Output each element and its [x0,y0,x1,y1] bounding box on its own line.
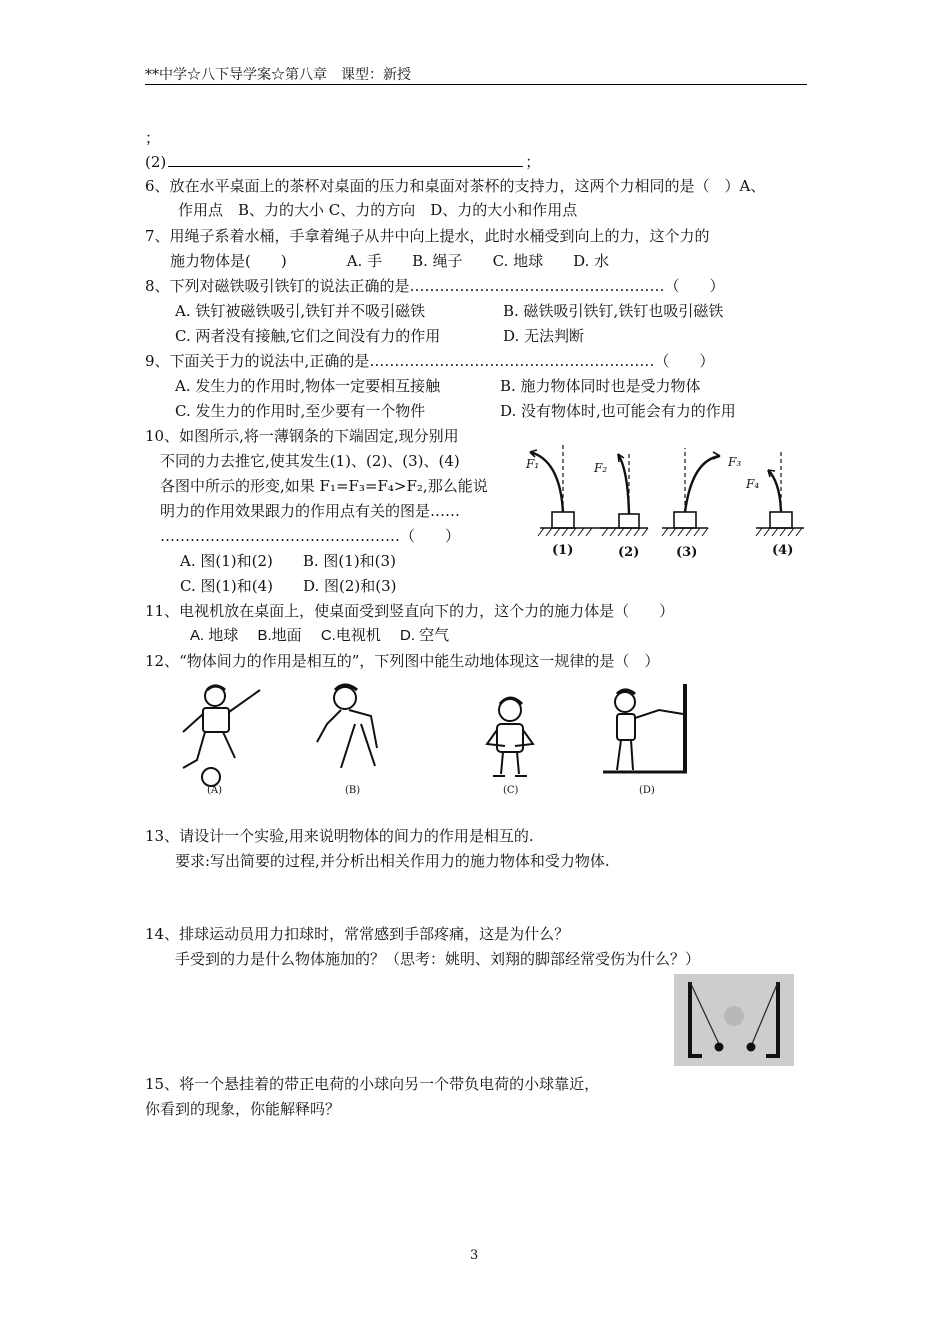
page-header: **中学☆八下导学案☆第八章 课型：新授 [145,67,411,83]
q11-options: A. 地球 B.地面 C.电视机 D. 空气 [190,627,450,644]
q8-option-b: B. 磁铁吸引铁钉,铁钉也吸引磁铁 [503,302,724,320]
force-label-1: F₁ [526,457,540,471]
kicker-figure [183,686,260,786]
q6-line1: 6、放在水平桌面上的茶杯对桌面的压力和桌面对茶杯的支持力，这两个力相同的是（ ）A、 [145,177,766,195]
q9-line1: 9、下面关于力的说法中,正确的是…………………………………………………（ ） [145,352,715,370]
q8-option-d: D. 无法判断 [503,327,585,345]
fig10-caption-1: (1) [552,543,574,558]
force-label-4: F₄ [746,477,760,491]
q10-line3: 各图中所示的形变,如果 F₁=F₃=F₄>F₂,那么能说 [160,477,488,495]
q10-options-cd: C. 图(1)和(4) D. 图(2)和(3) [180,577,397,595]
q9-option-a: A. 发生力的作用时,物体一定要相互接触 [175,377,441,395]
standing-figure [487,698,533,776]
answer-blank[interactable] [168,152,523,167]
q14-line1: 14、排球运动员用力扣球时，常常感到手部疼痛，这是为什么？ [145,925,570,943]
q10-line5: …………………………………………（ ） [160,527,461,545]
fig10-caption-2: (2) [618,545,640,560]
q15-line2: 你看到的现象，你能解释吗？ [145,1100,341,1118]
fig12-caption-b: (B) [345,785,361,796]
blank-label: (2) [145,153,167,171]
q8-line1: 8、下列对磁铁吸引铁钉的说法正确的是……………………………………………（ ） [145,277,725,295]
q11-line1: 11、电视机放在桌面上，使桌面受到竖直向下的力，这个力的施力体是（ ） [145,602,675,620]
fig12-caption-d: (D) [639,785,655,796]
q8-option-a: A. 铁钉被磁铁吸引,铁钉并不吸引磁铁 [175,302,426,320]
blank-tail: ； [525,153,541,171]
interaction-figures [165,680,705,800]
charged-balls-photo [674,974,794,1066]
q9-option-b: B. 施力物体同时也是受力物体 [500,377,701,395]
q9-option-c: C. 发生力的作用时,至少要有一个物件 [175,402,426,420]
q14-line2: 手受到的力是什么物体施加的？（思考：姚明、刘翔的脚部经常受伤为什么？） [175,950,701,968]
fig10-caption-4: (4) [772,543,794,558]
q12-line1: 12、“物体间力的作用是相互的”，下列图中能生动地体现这一规律的是（ ） [145,652,660,670]
force-label-2: F₂ [594,461,608,475]
q6-line2: 作用点 B、力的大小 C、力的方向 D、力的大小和作用点 [178,201,578,219]
q10-line4: 明力的作用效果跟力的作用点有关的图是…… [160,502,461,520]
fig10-caption-3: (3) [676,545,698,560]
wall-pusher-figure [603,684,687,772]
q15-line1: 15、将一个悬挂着的带正电荷的小球向另一个带负电荷的小球靠近， [145,1075,600,1093]
q7-line2: 施力物体是( ) A. 手 B. 绳子 C. 地球 D. 水 [170,252,610,270]
pusher-figure [317,685,377,768]
blank-line-2 [145,151,540,173]
q10-line2: 不同的力去推它,使其发生(1)、(2)、(3)、(4) [160,452,460,470]
q13-line1: 13、请设计一个实验,用来说明物体的间力的作用是相互的. [145,827,534,845]
q10-options-ab: A. 图(1)和(2) B. 图(1)和(3) [180,552,396,570]
fig12-caption-c: (C) [503,785,519,796]
steel-strip-figure [510,430,810,565]
fig12-caption-a: (A) [207,785,223,796]
header-divider [145,84,807,85]
page-number: 3 [470,1248,479,1263]
q10-line1: 10、如图所示,将一薄钢条的下端固定,现分别用 [145,427,459,445]
q7-line1: 7、用绳子系着水桶，手拿着绳子从井中向上提水，此时水桶受到向上的力，这个力的 [145,227,710,245]
q8-option-c: C. 两者没有接触,它们之间没有力的作用 [175,327,441,345]
semicolon-line: ； [145,129,161,147]
q9-option-d: D. 没有物体时,也可能会有力的作用 [500,402,736,420]
force-label-3: F₃ [728,455,742,469]
q13-line2: 要求:写出简要的过程,并分析出相关作用力的施力物体和受力物体. [175,852,610,870]
